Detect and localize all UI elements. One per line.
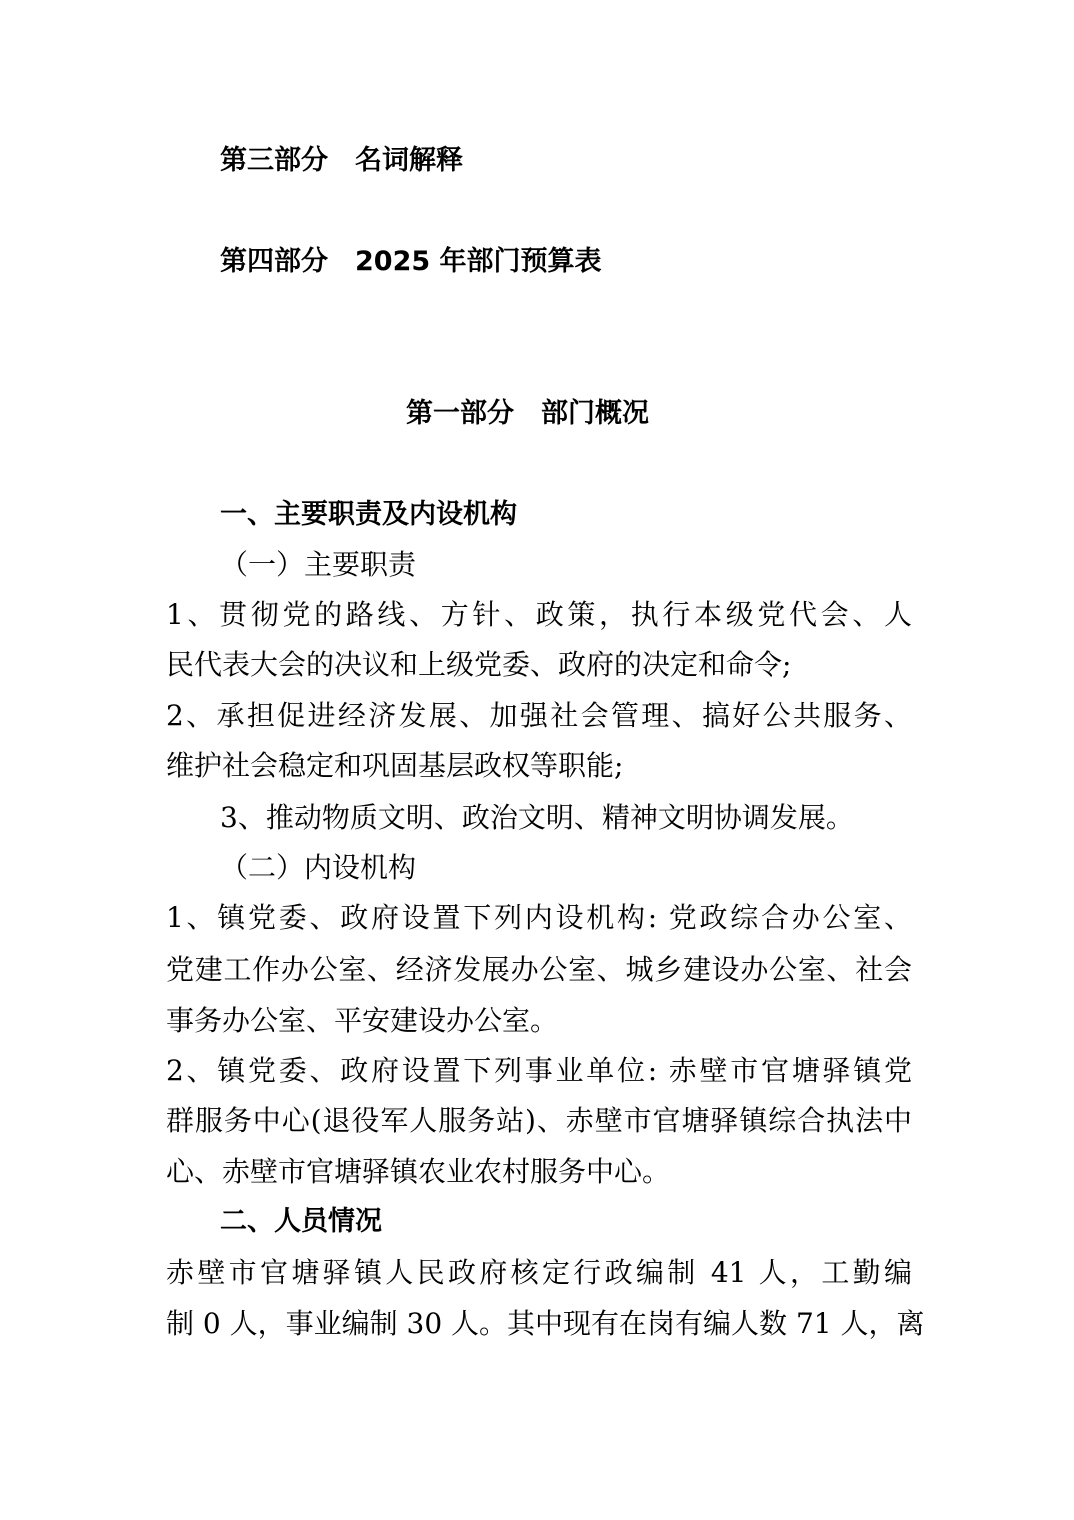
- org-2-line-3: 心、赤壁市官塘驿镇农业农村服务中心。: [166, 1155, 671, 1188]
- duty-3: 3、推动物质文明、政治文明、精神文明协调发展。: [220, 801, 854, 834]
- duty-1-line-2: 民代表大会的决议和上级党委、政府的决定和命令;: [166, 648, 792, 681]
- duty-2-line-1: 2、承担促进经济发展、加强社会管理、搞好公共服务、: [166, 699, 912, 732]
- subheading-internal-structure: （二）内设机构: [220, 851, 417, 884]
- org-2-line-1: 2、镇党委、政府设置下列事业单位: 赤壁市官塘驿镇党: [166, 1054, 912, 1087]
- duty-1-line-1: 1、贯彻党的路线、方针、政策，执行本级党代会、人: [166, 598, 912, 631]
- org-1-line-1: 1、镇党委、政府设置下列内设机构: 党政综合办公室、: [166, 901, 912, 934]
- toc-part-four: 第四部分 2025 年部门预算表: [220, 246, 602, 277]
- staffing-line-1: 赤壁市官塘驿镇人民政府核定行政编制 41 人，工勤编: [166, 1256, 912, 1289]
- heading-duties-and-structure: 一、主要职责及内设机构: [220, 499, 517, 530]
- heading-staffing: 二、人员情况: [220, 1206, 382, 1237]
- org-1-line-2: 党建工作办公室、经济发展办公室、城乡建设办公室、社会: [166, 953, 912, 986]
- subheading-main-duties: （一）主要职责: [220, 548, 417, 581]
- staffing-line-2: 制 0 人，事业编制 30 人。其中现有在岗有编人数 71 人，离: [166, 1307, 925, 1340]
- duty-2-line-2: 维护社会稳定和巩固基层政权等职能;: [166, 749, 624, 782]
- org-1-line-3: 事务办公室、平安建设办公室。: [166, 1004, 559, 1037]
- org-2-line-2: 群服务中心(退役军人服务站)、赤壁市官塘驿镇综合执法中: [166, 1104, 912, 1137]
- section-title: 第一部分 部门概况: [406, 398, 649, 429]
- toc-part-three: 第三部分 名词解释: [220, 145, 463, 176]
